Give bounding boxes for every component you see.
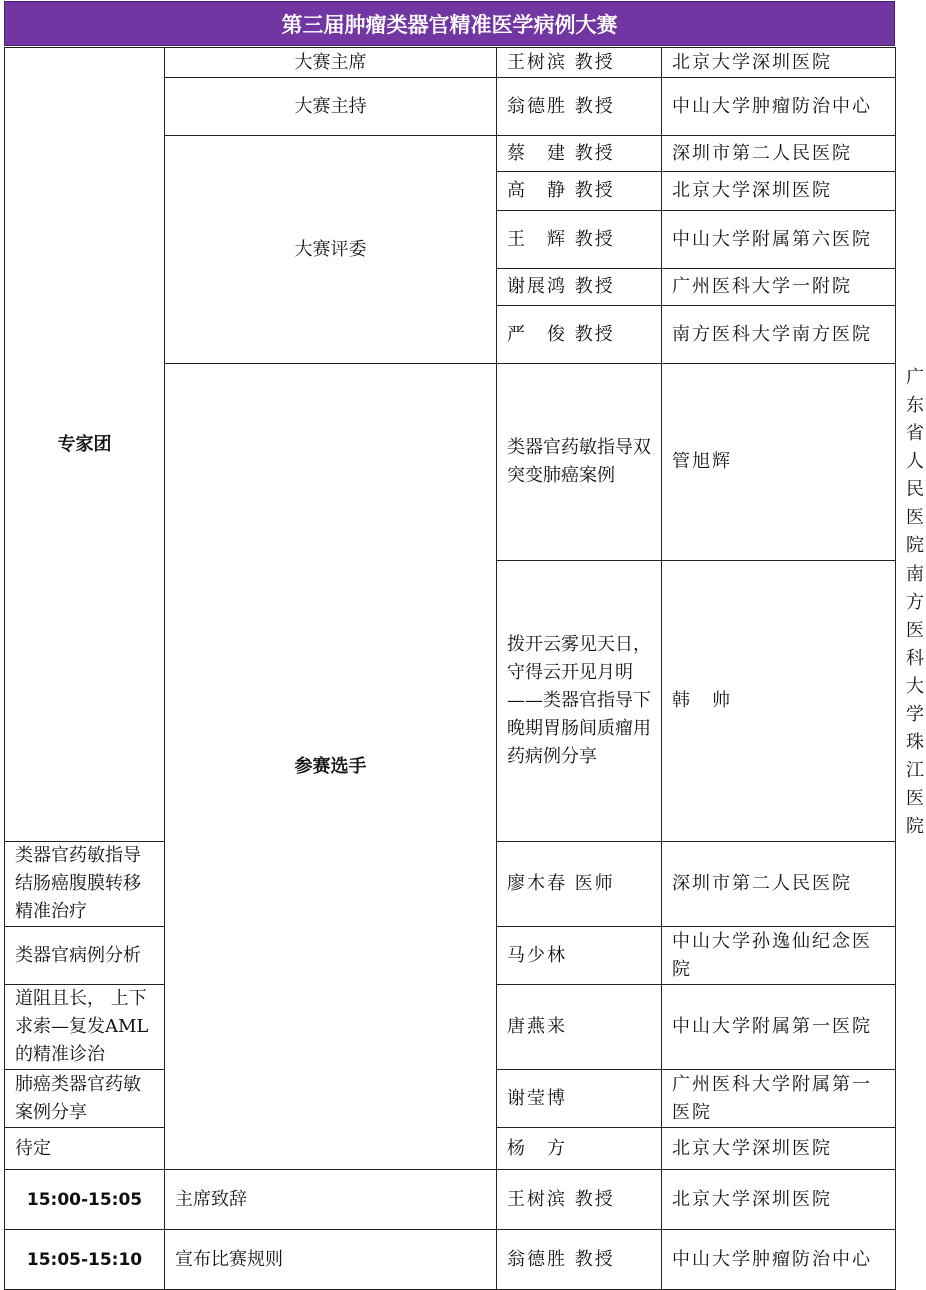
case-topic: 类器官药敏指导双突变肺癌案例: [497, 364, 662, 561]
case-topic: 待定: [5, 1128, 165, 1170]
judge-name: 王 辉 教授: [497, 211, 662, 269]
judge-institution: 深圳市第二人民医院: [662, 136, 896, 172]
case-topic: 类器官病例分析: [5, 927, 165, 985]
schedule-institution: 中山大学肿瘤防治中心: [662, 1230, 896, 1290]
case-topic: 类器官药敏指导结肠癌腹膜转移精准治疗: [5, 842, 165, 927]
expert-group-label: 专家团: [5, 48, 165, 842]
case-topic: 肺癌类器官药敏案例分享: [5, 1070, 165, 1128]
schedule-time: 15:00-15:05: [5, 1170, 165, 1230]
table-row: 参赛选手 类器官药敏指导双突变肺癌案例 管旭辉 广东省人民医院: [5, 364, 896, 561]
table-row: 拨开云雾见天日，守得云开见月明——类器官指导下晚期胃肠间质瘤用药病例分享 韩 帅 南方医科大学珠江医院: [5, 561, 896, 842]
role-judges: 大赛评委: [165, 136, 497, 364]
judge-institution: 北京大学深圳医院: [662, 172, 896, 211]
contestant-name: 唐燕来: [497, 985, 662, 1070]
chair-institution: 北京大学深圳医院: [662, 48, 896, 78]
judge-institution: 南方医科大学南方医院: [662, 306, 896, 364]
role-chair: 大赛主席: [165, 48, 497, 78]
page-title: 第三届肿瘤类器官精准医学病例大赛: [4, 1, 895, 46]
contestant-institution: 深圳市第二人民医院: [662, 842, 896, 927]
contestant-name: 杨 方: [497, 1128, 662, 1170]
schedule-speaker: 翁德胜 教授: [497, 1230, 662, 1290]
program-table: [4, 47, 926, 1290]
role-host: 大赛主持: [165, 78, 497, 136]
judge-name: 谢展鸿 教授: [497, 269, 662, 306]
judge-name: 严 俊 教授: [497, 306, 662, 364]
schedule-item: 主席致辞: [165, 1170, 497, 1230]
contestant-name: 马少林: [497, 927, 662, 985]
host-name: 翁德胜 教授: [497, 78, 662, 136]
contestant-institution: 中山大学孙逸仙纪念医院: [662, 927, 896, 985]
table-row: [5, 48, 896, 78]
judge-institution: 中山大学附属第六医院: [662, 211, 896, 269]
contestant-group-label: 参赛选手: [165, 364, 497, 1170]
case-topic: 道阻且长， 上下求索—复发AML的精准诊治: [5, 985, 165, 1070]
judge-name: 高 静 教授: [497, 172, 662, 211]
chair-name: 王树滨 教授: [497, 48, 662, 78]
contestant-institution: 中山大学附属第一医院: [662, 985, 896, 1070]
judge-institution: 广州医科大学一附院: [662, 269, 896, 306]
contestant-name: 谢莹博: [497, 1070, 662, 1128]
schedule-speaker: 王树滨 教授: [497, 1170, 662, 1230]
case-topic: 拨开云雾见天日，守得云开见月明——类器官指导下晚期胃肠间质瘤用药病例分享: [497, 561, 662, 842]
schedule-institution: 北京大学深圳医院: [662, 1170, 896, 1230]
judge-name: 蔡 建 教授: [497, 136, 662, 172]
contestant-name: 管旭辉: [662, 364, 896, 561]
contestant-institution: 广州医科大学附属第一医院: [662, 1070, 896, 1128]
table-row: [5, 1170, 896, 1230]
contestant-name: 韩 帅: [662, 561, 896, 842]
contestant-institution: 北京大学深圳医院: [662, 1128, 896, 1170]
contestant-name: 廖木春 医师: [497, 842, 662, 927]
schedule-item: 宣布比赛规则: [165, 1230, 497, 1290]
schedule-time: 15:05-15:10: [5, 1230, 165, 1290]
table-row: [5, 1230, 896, 1290]
host-institution: 中山大学肿瘤防治中心: [662, 78, 896, 136]
